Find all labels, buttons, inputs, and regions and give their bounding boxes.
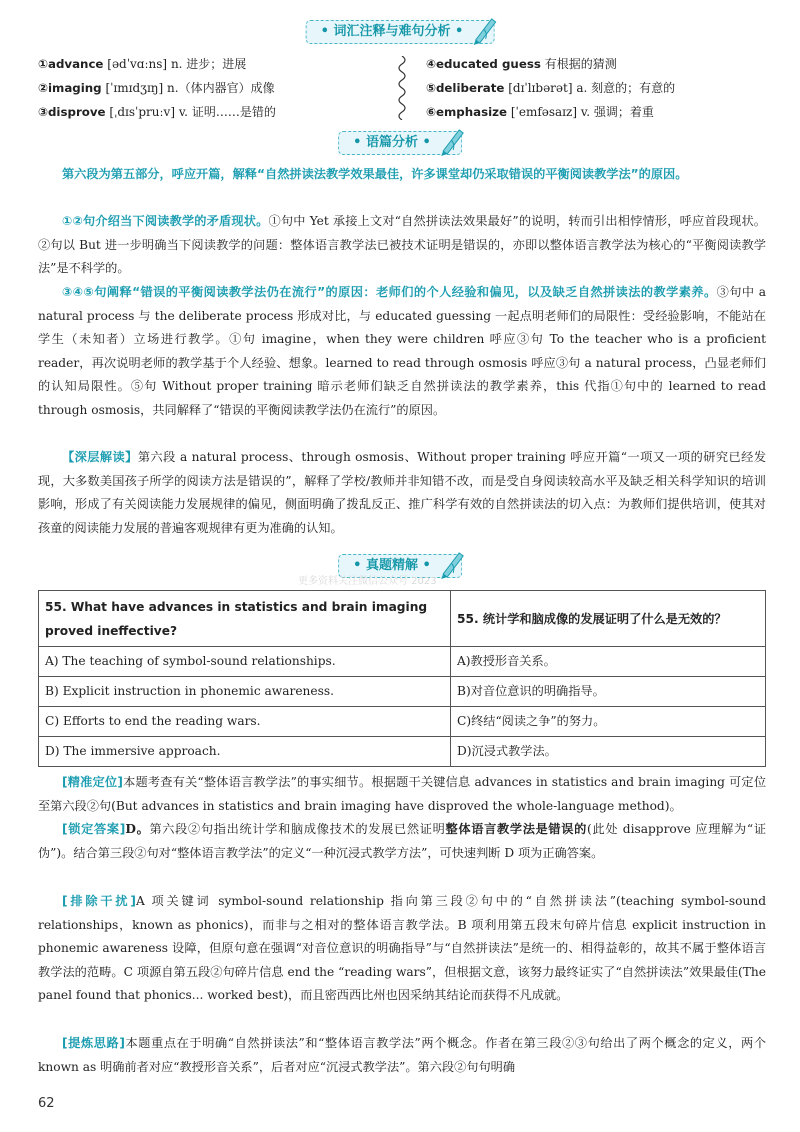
option-row bbox=[39, 647, 766, 677]
vocab-banner-title: • 词汇注释与难句分析 • bbox=[320, 24, 464, 39]
vocab-item: ③disprove [ˌdɪsˈpruːv] v. 证明……是错的 bbox=[38, 105, 276, 119]
discourse-banner-title: • 语篇分析 • bbox=[353, 135, 431, 150]
option-zh: A)教授形音关系。 bbox=[451, 647, 766, 677]
vocab-section-banner bbox=[306, 20, 495, 44]
pen-icon bbox=[437, 547, 467, 579]
discourse-section-banner bbox=[338, 131, 462, 155]
option-en: C) Efforts to end the reading wars. bbox=[39, 707, 451, 737]
vocab-item: ④educated guess 有根据的猜测 bbox=[426, 57, 617, 71]
spiral-divider-icon bbox=[396, 56, 408, 120]
option-en: D) The immersive approach. bbox=[39, 737, 451, 767]
watermark: 更多资料关注微信公众号 2023 bbox=[298, 576, 437, 587]
locate-analysis: [精准定位]本题考查有关“整体语言教学法”的事实细节。根据题干关键信息 advances in statistics and brain imaging 可定位至第六段②句(But advances in statistics and brain imaging have disproved the whole-language method)。 bbox=[38, 775, 767, 813]
questions-banner-title: • 真题精解 • bbox=[353, 558, 431, 573]
thinking-summary: [提炼思路]本题重点在于明确“自然拼读法”和“整体语言教学法”两个概念。作者在第三段②③句给出了两个概念的定义，两个 known as 明确前者对应“教授形音关系”，后者对应“沉浸式教学法”。第六段②句句明确 bbox=[38, 1036, 767, 1074]
pen-icon bbox=[437, 124, 467, 156]
vocab-item: ②imaging [ˈɪmɪdʒɪŋ] n.（体内器官）成像 bbox=[38, 81, 275, 95]
option-zh: D)沉浸式教学法。 bbox=[451, 737, 766, 767]
discourse-intro: 第六段为第五部分，呼应开篇，解释“自然拼读法教学效果最佳，许多课堂却仍采取错误的平衡阅读教学法”的原因。 bbox=[62, 167, 688, 181]
question-stem-en: 55. What have advances in statistics and brain imaging proved ineffective? bbox=[39, 591, 451, 647]
vocab-item: ⑥emphasize [ˈemfəsaɪz] v. 强调；着重 bbox=[426, 105, 654, 119]
vocab-column-right bbox=[426, 52, 675, 124]
answer-letter: D。 bbox=[125, 822, 150, 836]
option-en: A) The teaching of symbol-sound relationships. bbox=[39, 647, 451, 677]
page-number: 62 bbox=[38, 1096, 55, 1111]
option-zh: B)对音位意识的明确指导。 bbox=[451, 677, 766, 707]
distractor-analysis: [排除干扰]A 项关键词 symbol-sound relationship 指向第三段②句中的“自然拼读法”(teaching symbol-sound relationships，known as phonics)，而非与之相对的整体语言教学法。B 项利用第五段末句碎片信息 explicit instruction in phonemic awareness 设障，但原句意在强调“对音位意识的明确指导”与“自然拼读法”是统一的、相得益彰的，故其不属于整体语言教学法的范畴。C 项源自第五段②句碎片信息 end the “reading wars”，但根据文意，该努力最终证实了“自然拼读法”效果最佳(The panel found that phonics... worked best)，而且密西西比州也因采纳其结论而获得不凡成就。 bbox=[38, 894, 766, 1002]
option-row bbox=[39, 737, 766, 767]
option-row bbox=[39, 707, 766, 737]
question-table bbox=[38, 590, 766, 767]
discourse-paragraph-2: ③④⑤句阐释“错误的平衡阅读教学法仍在流行”的原因：老师们的个人经验和偏见，以及缺乏自然拼读法的教学素养。③句中 a natural process 与 the deliberate process 形成对比，与 educated guessing 一起点明老师们的局限性：受经验影响，不能站在学生（未知者）立场进行教学。①句 imagine，when they were children 呼应③句 To the teacher who is a proficient reader，再次说明老师的教学基于个人经验、想象。learned to read through osmosis 呼应③句 a natural process，凸显老师们的认知局限性。⑤句 Without proper training 暗示老师们缺乏自然拼读法的教学素养，this 代指①句中的 learned to read through osmosis，共同解释了“错误的平衡阅读教学法仍在流行”的原因。 bbox=[38, 285, 767, 417]
option-en: B) Explicit instruction in phonemic awareness. bbox=[39, 677, 451, 707]
vocab-column-left bbox=[38, 52, 276, 124]
vocab-item: ⑤deliberate [dɪˈlɪbərət] a. 刻意的；有意的 bbox=[426, 81, 676, 95]
deep-interpretation: 【深层解读】第六段 a natural process、through osmosis、Without proper training 呼应开篇“一项又一项的研究已经发现，大多数美国孩子所学的阅读方法是错误的”，解释了学校/教师并非知错不改，而是受自身阅读较高水平及缺乏相关科学知识的培训影响，形成了有关阅读能力发展规律的偏见，侧面明确了拨乱反正、推广科学有效的自然拼读法的切入点：为教师们提供培训，使其对孩童的阅读能力发展的普遍客观规律有更为准确的认知。 bbox=[38, 450, 767, 535]
pen-icon bbox=[469, 13, 499, 45]
answer-analysis: [锁定答案]D。第六段②句指出统计学和脑成像技术的发展已然证明整体语言教学法是错误的(此处 disapprove 应理解为“证伪”)。结合第三段②句对“整体语言教学法”的定义“一种沉浸式教学方法”，可快速判断 D 项为正确答案。 bbox=[38, 822, 767, 860]
question-stem-zh: 55. 统计学和脑成像的发展证明了什么是无效的？ bbox=[451, 591, 766, 647]
option-row bbox=[39, 677, 766, 707]
discourse-paragraph-1: ①②句介绍当下阅读教学的矛盾现状。①句中 Yet 承接上文对“自然拼读法效果最好”的说明，转而引出相悖情形，呼应首段现状。②句以 But 进一步明确当下阅读教学的问题：整体语言教学法已被技术证明是错误的，亦即以整体语言教学法为核心的“平衡阅读教学法”是不科学的。 bbox=[38, 214, 766, 275]
question-header-row bbox=[39, 591, 766, 647]
option-zh: C)终结“阅读之争”的努力。 bbox=[451, 707, 766, 737]
vocab-item: ①advance [ədˈvɑːns] n. 进步；进展 bbox=[38, 57, 247, 71]
